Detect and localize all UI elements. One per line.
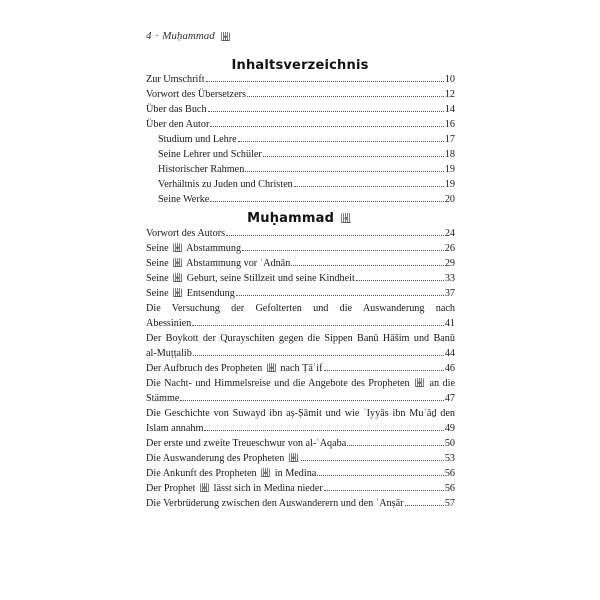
toc-label-part: Der Prophet: [146, 483, 196, 494]
toc-entry-page: 41: [444, 318, 455, 329]
salawat-seal-icon: [415, 378, 424, 387]
toc-entry-line1: [146, 376, 455, 391]
toc-entry-multiline[interactable]: [146, 376, 455, 406]
toc-entry-line2: [146, 316, 455, 331]
toc-label-part: Die Ankunft des Propheten: [146, 468, 257, 479]
toc-entry-label: Studium und Lehre: [158, 134, 237, 145]
toc-subentry[interactable]: [146, 132, 455, 147]
leader-dots: [238, 132, 444, 142]
toc-entry-page: 14: [444, 104, 455, 115]
toc-entry-label: Vorwort des Übersetzers: [146, 89, 246, 100]
toc-entry-page: 19: [444, 164, 455, 175]
leader-dots: [324, 361, 444, 371]
toc-entry-label: Über den Autor: [146, 119, 210, 130]
toc-entry-line2: [146, 346, 455, 361]
toc-entry-page: 56: [444, 468, 455, 479]
toc-entry-line2: [146, 391, 455, 406]
leader-dots: [210, 117, 443, 127]
toc-entry-page: 37: [444, 288, 455, 299]
salawat-seal-icon: [200, 483, 209, 492]
toc-entry-page: 26: [444, 243, 455, 254]
toc-label-part: Seine: [146, 243, 169, 254]
toc-entry[interactable]: [146, 496, 455, 511]
toc-entry[interactable]: [146, 271, 455, 286]
leader-dots: [317, 466, 443, 476]
toc-entry-label: Historischer Rahmen: [158, 164, 245, 175]
toc-title: Inhaltsverzeichnis: [231, 58, 369, 73]
section-title: [0, 211, 600, 226]
leader-dots: [193, 346, 444, 356]
toc-entry-page: 56: [444, 483, 455, 494]
toc-entry-label: Seine Lehrer und Schüler: [158, 149, 262, 160]
leader-dots: [206, 72, 444, 82]
salawat-seal-icon: [173, 243, 182, 252]
toc-entry-label: al-Muṭṭalib: [146, 348, 192, 359]
toc-entry-line1: Die Geschichte von Suwayd ibn aṣ-Ṣāmit und wie ʾIyyās ibn Muʿāḏ den: [146, 408, 455, 419]
toc-entry-label: [146, 271, 355, 286]
toc-entry-page: 44: [444, 348, 455, 359]
toc-entry-page: 57: [444, 498, 455, 509]
leader-dots: [192, 316, 444, 326]
toc-entry-label: Über das Buch: [146, 104, 207, 115]
toc-entry-line1: Die Versuchung der Gefolterten und die Auswanderung nach: [146, 303, 455, 314]
toc-entry-label: Zur Umschrift: [146, 74, 205, 85]
salawat-seal-icon: [261, 468, 270, 477]
salawat-seal-icon: [267, 363, 276, 372]
toc-entry-page: 17: [444, 134, 455, 145]
toc-entry-page: 47: [444, 393, 455, 404]
toc-entry[interactable]: [146, 87, 455, 102]
toc-entry-line1: Der Boykott der Qurayschiten gegen die Sippen Banū Hāšim und Banū: [146, 333, 455, 344]
leader-dots: [301, 451, 444, 461]
toc-entry-label: Verhältnis zu Juden und Christen: [158, 179, 293, 190]
toc-entry-page: 49: [444, 423, 455, 434]
toc-entry-line2: [146, 421, 455, 436]
toc-label-part: Seine: [146, 258, 169, 269]
leader-dots: [356, 271, 444, 281]
toc-subentry[interactable]: [146, 147, 455, 162]
salawat-seal-icon: [173, 273, 182, 282]
leader-dots: [247, 87, 444, 97]
toc-entry[interactable]: [146, 481, 455, 496]
leader-dots: [347, 436, 444, 446]
leader-dots: [180, 391, 443, 401]
toc-entry-multiline[interactable]: [146, 301, 455, 331]
leader-dots: [226, 226, 444, 236]
toc-label-part: Abstammung: [186, 243, 242, 254]
salawat-seal-icon: [289, 453, 298, 462]
toc-entry[interactable]: [146, 451, 455, 466]
running-header: [146, 30, 232, 42]
leader-dots: [294, 177, 444, 187]
toc-entry-multiline[interactable]: [146, 331, 455, 361]
toc-label-part: Der Aufbruch des Propheten: [146, 363, 263, 374]
toc-entry-multiline[interactable]: [146, 406, 455, 436]
toc-entry[interactable]: [146, 226, 455, 241]
salawat-seal-icon: [173, 288, 182, 297]
leader-dots: [204, 421, 443, 431]
toc-entry[interactable]: [146, 241, 455, 256]
toc-label-part: Die Auswanderung des Propheten: [146, 453, 285, 464]
toc-label-part: nach Ṭāʾif: [280, 363, 323, 374]
leader-dots: [324, 481, 444, 491]
toc-section-1: [146, 72, 455, 207]
toc-label-part: Die Nacht- und Himmelsreise und die Angebote des Propheten: [146, 378, 410, 389]
toc-entry-label: Der erste und zweite Treueschwur von al-ʿAqaba: [146, 438, 347, 449]
toc-entry-page: 19: [444, 179, 455, 190]
toc-label-part: in Medina: [274, 468, 317, 479]
toc-entry-label: Abessinien: [146, 318, 192, 329]
toc-entry-label: [146, 256, 290, 271]
leader-dots: [236, 286, 444, 296]
leader-dots: [208, 102, 444, 112]
salawat-seal-icon: [173, 258, 182, 267]
leader-dots: [263, 147, 444, 157]
salawat-seal-icon: [341, 213, 351, 223]
toc-entry-label: [146, 451, 300, 466]
toc-label-part: Geburt, seine Stillzeit und seine Kindheit: [186, 273, 355, 284]
leader-dots: [210, 192, 443, 202]
toc-entry-page: 53: [444, 453, 455, 464]
toc-entry-page: 20: [444, 194, 455, 205]
toc-subentry[interactable]: [146, 177, 455, 192]
page-number: 4: [146, 30, 152, 42]
toc-subentry[interactable]: [146, 192, 455, 207]
toc-label-part: lässt sich in Medina nieder: [213, 483, 323, 494]
toc-entry[interactable]: [146, 256, 455, 271]
toc-entry-page: 18: [444, 149, 455, 160]
leader-dots: [291, 256, 444, 266]
toc-entry-label: Vorwort des Autors: [146, 228, 226, 239]
toc-entry-label: Stämme: [146, 393, 180, 404]
toc-entry-page: 10: [444, 74, 455, 85]
toc-entry[interactable]: [146, 466, 455, 481]
toc-entry-label: [146, 286, 235, 301]
toc-entry-page: 29: [444, 258, 455, 269]
toc-label-part: Abstammung vor ʿAdnān: [186, 258, 291, 269]
toc-subentry[interactable]: [146, 162, 455, 177]
toc-label-part: Entsendung: [186, 288, 235, 299]
toc-entry-label: Die Verbrüderung zwischen den Auswanderern und den ʾAnṣār: [146, 498, 404, 509]
toc-entry-page: 16: [444, 119, 455, 130]
leader-dots: [405, 496, 444, 506]
toc-entry[interactable]: [146, 72, 455, 87]
leader-dots: [242, 241, 444, 251]
toc-label-part: an die: [429, 378, 455, 389]
toc-entry-label: Islam annahm: [146, 423, 204, 434]
toc-entry-page: 33: [444, 273, 455, 284]
toc-entry[interactable]: [146, 117, 455, 132]
section-title-text: Muḥammad: [247, 211, 335, 226]
leader-dots: [245, 162, 444, 172]
toc-entry[interactable]: [146, 436, 455, 451]
toc-entry-page: 24: [444, 228, 455, 239]
toc-entry-page: 12: [444, 89, 455, 100]
toc-entry[interactable]: [146, 286, 455, 301]
toc-section-2: [146, 226, 455, 511]
toc-entry-page: 46: [444, 363, 455, 374]
toc-entry[interactable]: [146, 361, 455, 376]
header-book-title: Muḥammad: [162, 30, 215, 42]
toc-entry-label: [146, 466, 316, 481]
toc-entry-label: [146, 361, 323, 376]
toc-label-part: Seine: [146, 273, 169, 284]
toc-entry-label: [146, 481, 323, 496]
salawat-seal-icon: [221, 32, 230, 41]
header-separator: ·: [155, 30, 159, 42]
toc-entry[interactable]: [146, 102, 455, 117]
toc-entry-label: Seine Werke: [158, 194, 210, 205]
toc-entry-page: 50: [444, 438, 455, 449]
toc-entry-label: [146, 241, 241, 256]
toc-label-part: Seine: [146, 288, 169, 299]
